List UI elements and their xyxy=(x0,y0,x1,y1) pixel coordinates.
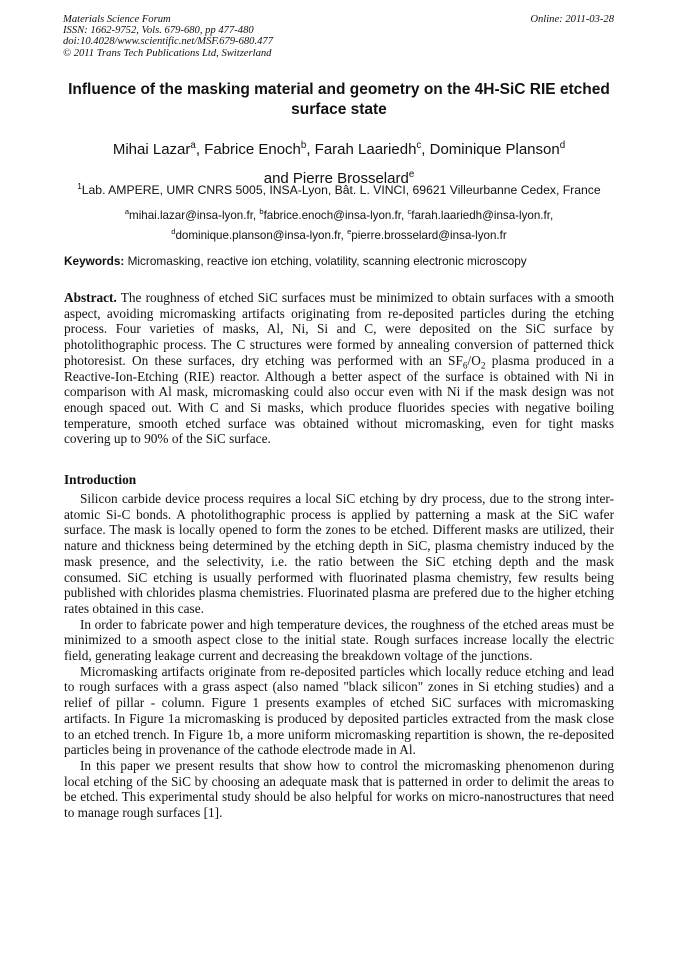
issn: ISSN: 1662-9752, Vols. 679-680, pp 477-480 xyxy=(63,25,254,37)
author: Fabrice Enoch$^b$, xyxy=(204,140,315,158)
journal-header xyxy=(63,14,273,59)
abstract-label: Abstract. xyxy=(64,290,117,305)
email-link[interactable]: farah.laariedh@insa-lyon.fr, xyxy=(411,208,554,222)
email-link[interactable]: fabrice.enoch@insa-lyon.fr, xyxy=(263,208,408,222)
emails: $^a$mihai.lazar@insa-lyon.fr, $^b$fabrice.enoch@insa-lyon.fr, $^c$farah.laariedh@insa-lyon.fr, $^d$dominique.planson@insa-lyon.fr, $^e$pierre.brosselard@insa-lyon.fr xyxy=(124,207,554,242)
online-date: Online: 2011-03-28 xyxy=(530,14,614,25)
paper-title: Influence of the masking material and geometry on the 4H-SiC RIE etched surface state xyxy=(68,81,610,118)
journal-name: Materials Science Forum xyxy=(63,14,171,25)
introduction-body xyxy=(64,491,614,821)
author: Farah Laariedh$^c$, xyxy=(314,140,430,158)
paragraph: Silicon carbide device process requires a local SiC etching by dry process, due to the strong inter-atomic Si-C bonds. A photolithographic process is applied by patterning a mask at the SiC wafer surface. The mask is locally opened to form the zones to be etched. Different masks are utilized, their nature and thickness being determined by the etching depth in SiC, plasma chemistry induced by the mask presence, and the selectivity, i.e. the ratio between the SiC etching depth and the mask consumed. SiC etching is usually performed with fluorinated plasma chemistry, few results being published with chlorides plasma chemistries. Fluorinated plasma are prefered due to the higher etching rates obtained in this case. xyxy=(64,491,614,616)
abstract: Abstract. The roughness of etched SiC surfaces must be minimized to obtain surfaces with a smooth aspect, avoiding micromasking artifacts originating from re-deposited particles during the etching process. Four varieties of masks, Al, Ni, Si and C, were deposited on the SiC surface by photolithographic process. The C structures were formed by annealing conversion of patterned thick photoresist. On these surfaces, dry etching was performed with an $SF_6/O_2$ plasma produced in a Reactive-Ion-Etching (RIE) reactor. Although a better aspect of the surface is obtained with Ni in comparison with Al mask, micromasking could also occur even with Ni if the mask design was not enough spaced out. With C and Si masks, which produce fluorides species with negative boiling temperature, smooth etched surface was obtained without micromasking, even for tight masks covering up to 90% of the SiC surface. xyxy=(64,290,614,447)
paragraph: In order to fabricate power and high temperature devices, the roughness of the etched areas must be minimized to a smooth aspect close to the initial state. Rough surfaces increase locally the electric field, generating leakage current and decreasing the breakdown voltage of the junctions. xyxy=(64,616,614,664)
doi: doi:10.4028/www.scientific.net/MSF.679-680.477 xyxy=(63,36,273,48)
copyright: © 2011 Trans Tech Publications Ltd, Switzerland xyxy=(63,47,272,59)
keywords: Keywords: Micromasking, reactive ion etching, volatility, scanning electronic microscopy xyxy=(64,254,527,268)
affiliation: $^1$Lab. AMPERE, UMR CNRS 5005, INSA-Lyon, Bât. L. VINCI, 69621 Villeurbanne Cedex, France xyxy=(77,182,601,198)
email-link[interactable]: dominique.planson@insa-lyon.fr, xyxy=(175,228,348,242)
email-link[interactable]: mihai.lazar@insa-lyon.fr, xyxy=(129,208,260,222)
author: and Pierre Brosselard$^e$ xyxy=(263,169,415,187)
introduction-heading: Introduction xyxy=(64,472,137,487)
author: Dominique Planson$^d$ xyxy=(429,140,566,158)
paragraph: Micromasking artifacts originate from re-deposited particles which locally reduce etching and lead to rough surfaces with a grass aspect (also named "black silicon" zones in Si etching studies) and a relief of pillar - column. Figure 1 presents examples of etched SiC surfaces with micromasking artifacts. In Figure 1a micromasking is produced by deposited particles extracted from the mask close to an etched trench. In Figure 1b, a more uniform micromasking repartition is shown, the re-deposited particles being in provenance of the cathode electrode made in Al. xyxy=(64,663,614,758)
email-link[interactable]: pierre.brosselard@insa-lyon.fr xyxy=(351,228,507,242)
author: Mihai Lazar$^a$, xyxy=(112,140,205,158)
paragraph: In this paper we present results that show how to control the micromasking phenomenon during local etching of the SiC by choosing an adequate mask that is patterned in order to delimit the areas to be etched. This experimental study should be also helpful for works on micro-nanostructures that need to manage rough surfaces [1]. xyxy=(64,757,614,821)
